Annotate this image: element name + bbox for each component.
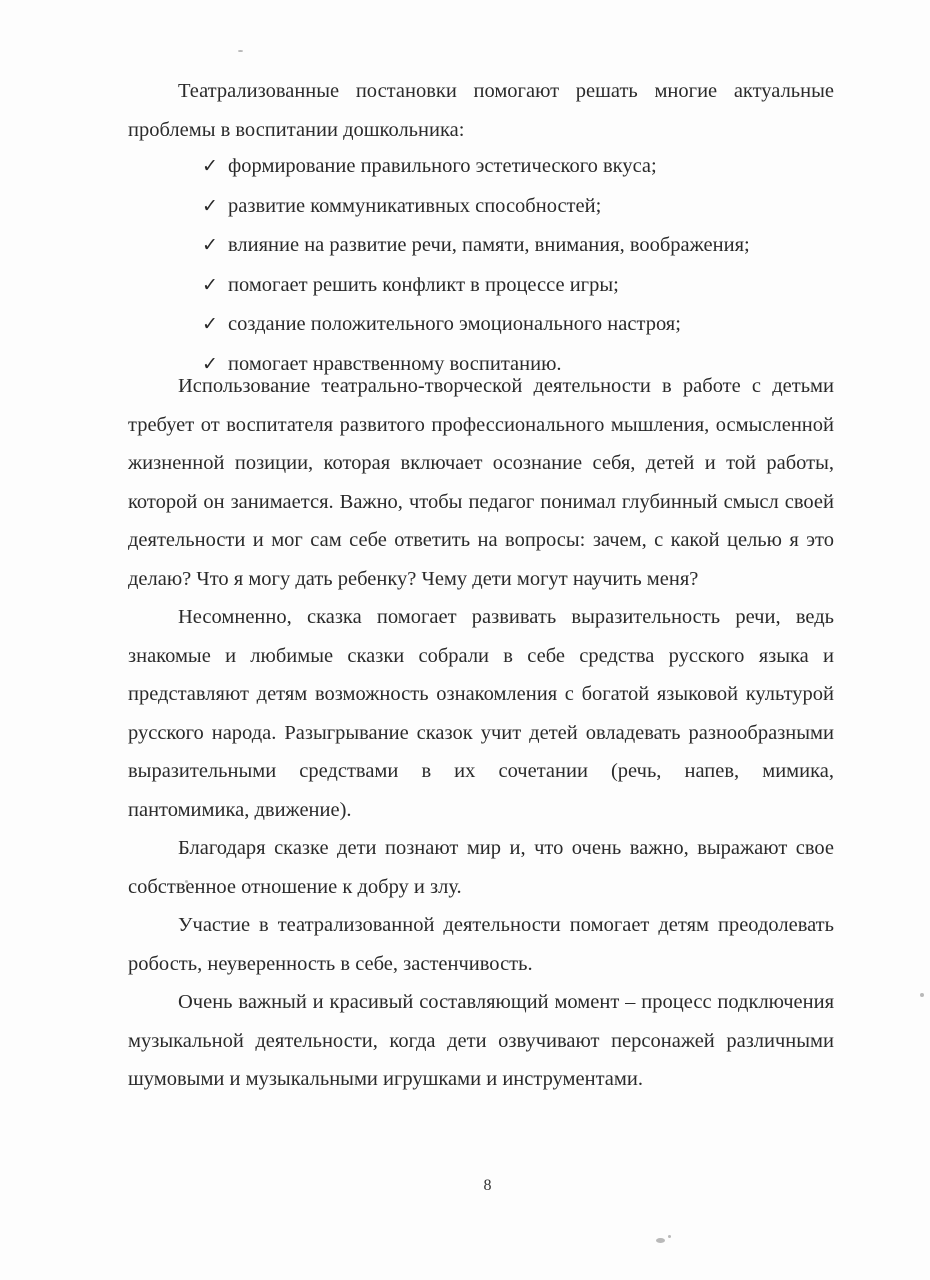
checkmark-icon: ✓ <box>202 274 218 296</box>
body-paragraph: Участие в театрализованной деятельности помогает детям преодолевать робость, неуверенность в себе, застенчивость. <box>128 914 834 975</box>
checklist-item-text: помогает решить конфликт в процессе игры; <box>228 273 619 296</box>
scan-speck <box>920 993 924 997</box>
checklist-item <box>202 266 750 306</box>
body-paragraph: Очень важный и красивый составляющий момент – процесс подключения музыкальной деятельности, когда дети озвучивают персонажей различными шумовыми и музыкальными игрушками и инструментами. <box>128 991 834 1090</box>
body-paragraph: Благодаря сказке дети познают мир и, что очень важно, выражают свое собственное отношение к добру и злу. <box>128 837 834 898</box>
intro-section <box>128 72 834 149</box>
page-number: 8 <box>483 1177 492 1194</box>
body-section <box>128 367 834 1099</box>
checklist <box>202 147 750 384</box>
checklist-item-text: формирование правильного эстетического вкуса; <box>228 155 657 177</box>
checklist-item-text: развитие коммуникативных способностей; <box>228 194 602 217</box>
body-paragraph: Использование театрально-творческой деятельности в работе с детьми требует от воспитателя развитого профессионального мышления, осмысленной жизненной позиции, которая включает осознание себя, детей и той работы, которой он занимается. Важно, чтобы педагог понимал глубинный смысл своей деятельности и мог сам себе ответить на вопросы: зачем, с какой целью я это делаю? Что я могу дать ребенку? Чему дети могут научить меня? <box>128 375 834 590</box>
checklist-item <box>202 187 750 227</box>
checkmark-icon: ✓ <box>202 353 218 375</box>
intro-paragraph: Театрализованные постановки помогают решать многие актуальные проблемы в воспитании дошкольника: <box>128 80 834 141</box>
checklist-item-text: влияние на развитие речи, памяти, внимания, воображения; <box>228 234 750 256</box>
scan-speck <box>656 1238 665 1243</box>
checkmark-icon: ✓ <box>202 314 218 335</box>
body-paragraph: Несомненно, сказка помогает развивать выразительность речи, ведь знакомые и любимые сказки собрали в себе средства русского языка и представляют детям возможность ознакомления с богатой языковой культурой русского народа. Разыгрывание сказок учит детей овладевать разнообразными выразительными средствами в их сочетании (речь, напев, мимика, пантомимика, движение). <box>128 606 834 821</box>
checkmark-icon: ✓ <box>202 195 218 217</box>
checkmark-icon: ✓ <box>202 235 218 256</box>
checkmark-icon: ✓ <box>202 156 218 177</box>
checklist-item-text: помогает нравственному воспитанию. <box>228 352 562 375</box>
checklist-item-text: создание положительного эмоционального настроя; <box>228 313 681 335</box>
checklist-item <box>202 226 750 266</box>
checklist-item <box>202 147 750 187</box>
scan-speck <box>238 50 243 52</box>
checklist-item <box>202 305 750 345</box>
scan-speck <box>668 1235 671 1238</box>
